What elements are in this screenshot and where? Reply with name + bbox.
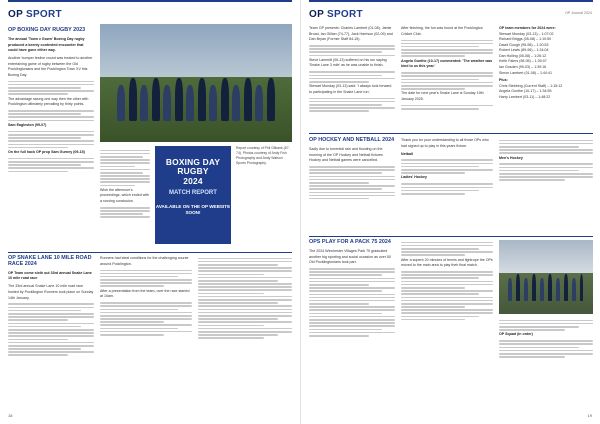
promo-year: 2024 <box>183 175 203 186</box>
hockey-column-3 <box>499 138 593 183</box>
mens-hockey-heading: Men's Hockey <box>499 155 523 160</box>
snake-column-3 <box>198 256 292 340</box>
snake-continued-1 <box>309 26 395 114</box>
boxing-para-5: Wish the afternoon's proceedings, which ended with a rousing conclusion. <box>100 187 150 203</box>
result-row: Harry Lambert (03-11) – 1:48:22 <box>499 94 551 99</box>
fives-column-1 <box>309 240 395 338</box>
boxing-column-2 <box>100 148 150 220</box>
section-title: OP SPORT <box>309 9 363 20</box>
divider <box>309 133 593 134</box>
boxing-para-1: Another bumper festive crowd was treated to another entertaining game of rugby between the Old Pocklingtonians and the Pocklington Town XV this Boxing Day. <box>8 56 93 77</box>
snake-continued-2 <box>401 26 493 111</box>
snake-para-3: After a presentation from the team, over the race started at 10am. <box>100 288 190 299</box>
boxing-para-3: Sam Eagleston (99-07) <box>8 122 47 127</box>
fives-team-photo <box>499 240 593 314</box>
fives-para-1: The 2024 Winchester Villages Park 75 graduated another big sporting and social occasion as over 50 Old Pocklingtonians took part. <box>309 248 391 265</box>
boxing-column-1 <box>8 28 94 174</box>
divider <box>8 252 292 253</box>
page-number: 19 <box>587 413 592 418</box>
promo-title: BOXING DAY RUGBY <box>165 157 221 176</box>
snake-column-1 <box>8 256 94 358</box>
rugby-team-photo <box>100 24 292 142</box>
snake-title: OP SNAKE LANE 10 MILE ROAD RACE 2024 <box>8 255 92 267</box>
top-para-2: Steve Lammitt (06-13) suffered on his run saying 'Snake Lane 3 mile' as he was unable to finish. <box>309 57 387 68</box>
results-heading: OP team members for 2024 were: <box>499 26 556 30</box>
boxing-para-2: The advantage swung one way then the other with Pocklington ultimately prevailing by thirty points. <box>8 96 89 107</box>
journal-label: OP Journal 2024 <box>565 11 592 15</box>
top-para-4: After finishing, the fun was found at the Pocklington Cricket Club. <box>401 26 483 36</box>
top-para-5: Angela Gunthe (10-17) commented: 'The weather was kind to us this year.' <box>401 58 493 69</box>
top-para-6: The date for next year's Snake Lane is Sunday 19th January 2025. <box>401 91 484 101</box>
snake-column-2 <box>100 256 192 337</box>
fives-column-2 <box>401 240 493 322</box>
section-title: OP SPORT <box>8 9 62 20</box>
result-row: Richard Briggs (05-08) – 1:10:50 <box>499 37 552 42</box>
promo-note: AVAILABLE ON THE OP WEBSITE SOON! <box>155 204 231 216</box>
result-row: Chris Stebbing (Current Staff) – 1:15:12 <box>499 83 563 88</box>
hockey-column-1 <box>309 138 395 201</box>
right-page <box>300 0 600 424</box>
boxing-para-4: On the full hack OP prop Sam Gurney (09-15) <box>8 149 85 154</box>
result-row: Dan Holling (05-08) – 1:26:12 <box>499 53 547 58</box>
result-row: Ian Gosden (99-03) – 1:39:16 <box>499 64 547 69</box>
boxing-lead: The annual 'Town v Gown' Boxing Day rugby produced a keenly contested encounter that could have gone either way. <box>8 36 85 53</box>
result-row: Angela Gunthe (10-17) – 1:34:55 <box>499 89 552 94</box>
fives-para-2: After a superb 20 minutes of tennis and tightrope the OPs moved to the main area to play their final match. <box>401 257 493 268</box>
result-row: Keith Faiers (98-05) – 1:30:07 <box>499 59 547 64</box>
top-para-3: Stewart Munday (03-13) said: 'I always look forward to participating in the Snake Lane run.' <box>309 84 392 94</box>
hockey-para-2: Thank you for your understanding to all those OPs who had signed up to play in this years fixture. <box>401 138 489 148</box>
hockey-para-1: Sadly due to torrential rain and flooding on the morning of the OP Hockey and Netball fixtures Hockey and Netball games were cancelled. <box>309 146 383 163</box>
snake-para-1: The 33rd annual Snake Lane 10 mile road race hosted by Pocklington Runners took place on Sunday 14th January. <box>8 284 94 300</box>
result-row: Stewart Munday (03-13) – 1:07:02 <box>499 31 554 36</box>
result-row: Simon Lambert (01-08) – 1:44:41 <box>499 70 552 75</box>
header-bar <box>8 0 292 2</box>
divider <box>309 236 593 237</box>
header-bar <box>309 0 593 2</box>
hockey-title: OP HOCKEY AND NETBALL 2024 <box>309 137 395 143</box>
snake-lead: OP Team come sixth out 33rd annual Snake Lane 10 mile road race <box>8 270 92 281</box>
page-number: 18 <box>8 413 13 418</box>
top-para-1: Team OP presents: Charles Lambert (01-08), Jamie Broad, Ian Gillian (74-77), Jack Harrison (02-09) and Dan Bryan (Former Staff 84-15). <box>309 26 393 42</box>
fives-squad <box>499 318 593 359</box>
boxing-day-promo[interactable] <box>155 146 231 244</box>
netball-heading: Netball <box>401 151 413 156</box>
result-row: Robert Lewis (89-96) – 1:24:04 <box>499 48 549 53</box>
results-list <box>499 26 593 101</box>
snake-para-2: Runners had ideal conditions for the challenging course around Pocklington. <box>100 256 189 266</box>
squad-heading: OP Squad (in order) <box>499 332 533 337</box>
result-row: David Gough (95-98) – 1:20:53 <box>499 42 549 47</box>
plus-heading: Plus: <box>499 78 508 83</box>
hockey-column-2 <box>401 138 493 196</box>
boxing-title: OP BOXING DAY RUGBY 2023 <box>8 27 86 33</box>
ladies-hockey-heading: Ladies' Hockey <box>401 175 428 180</box>
boxing-caption: Report courtesy of Phil Gilbank (67-74). Photos courtesy of Andy Fish Photography and Andy Watson Sports Photography. <box>236 146 290 165</box>
promo-subtitle: MATCH REPORT <box>169 190 217 197</box>
fives-title: OPS PLAY FOR A PACK 75 2024 <box>309 239 391 245</box>
